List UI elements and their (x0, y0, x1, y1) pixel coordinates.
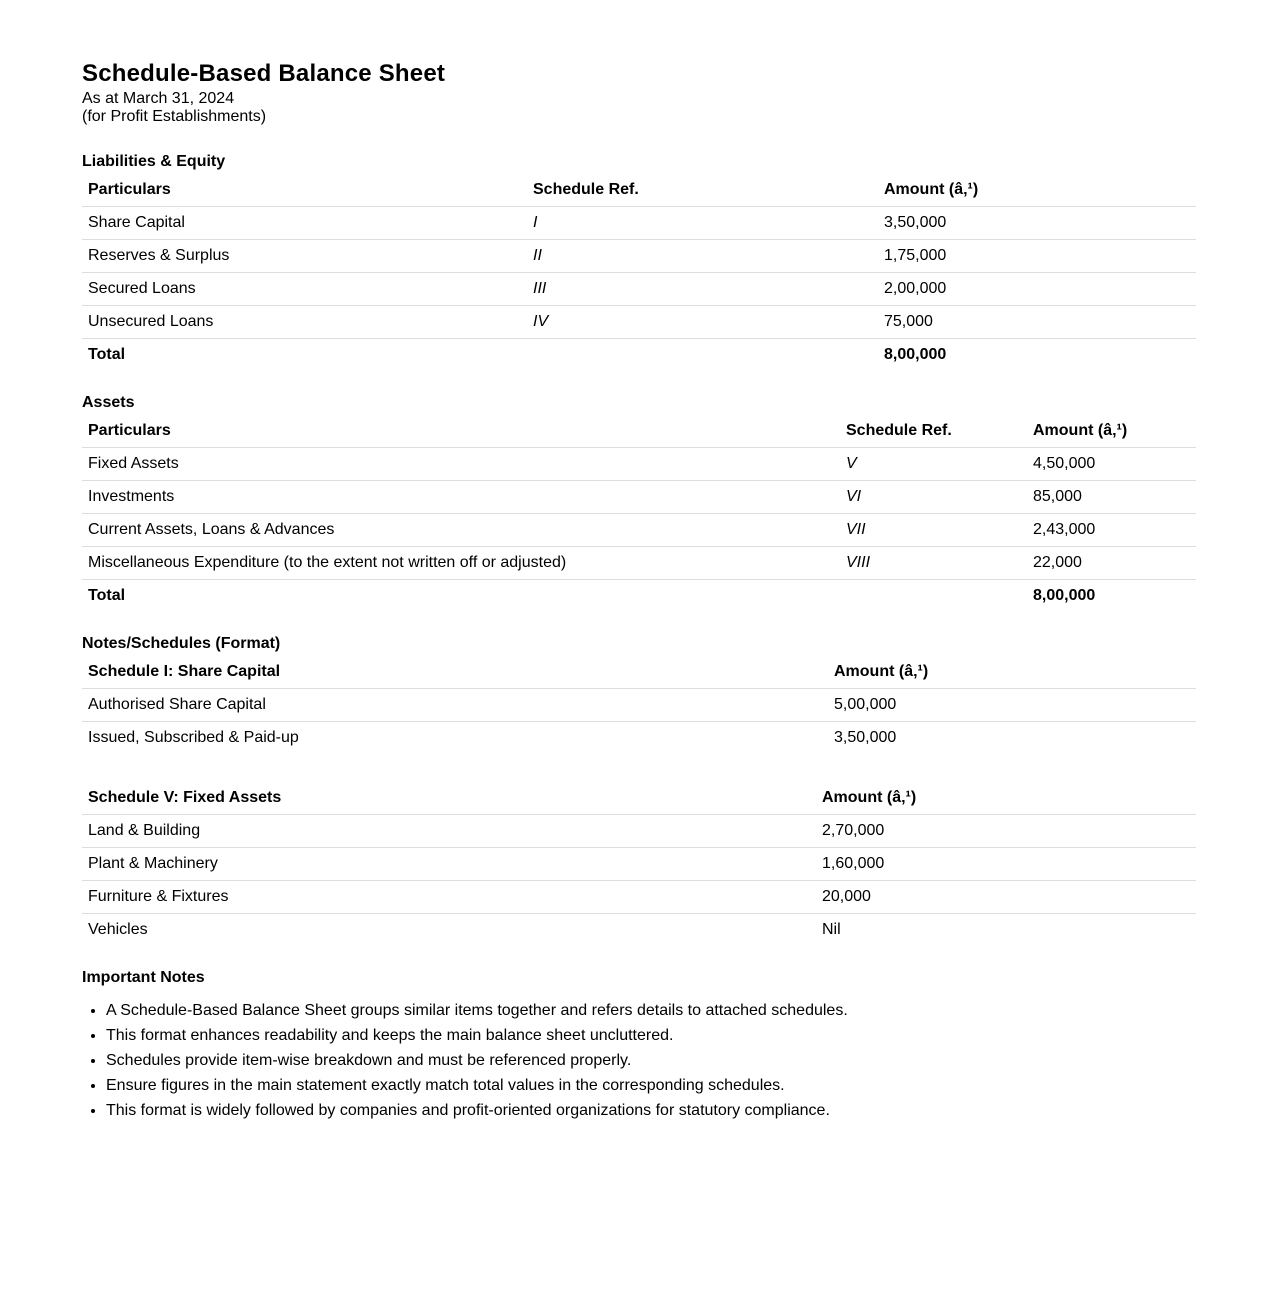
table-row (82, 514, 1196, 547)
assets-heading: Assets (82, 394, 135, 411)
table-row (82, 481, 1196, 514)
amount: 75,000 (878, 306, 1196, 339)
total-amount: 8,00,000 (1033, 587, 1096, 604)
liabilities-heading: Liabilities & Equity (82, 153, 226, 170)
total-label: Total (88, 587, 126, 604)
amount: 1,60,000 (816, 848, 1196, 881)
table-row (82, 848, 1196, 881)
col-amount: Amount (â‚¹) (828, 656, 1196, 689)
amount: 20,000 (816, 881, 1196, 914)
col-schedule-ref: Schedule Ref. (527, 174, 878, 207)
list-item: • This format is widely followed by companies and profit-oriented organizations for statutory compliance. (106, 1098, 1196, 1123)
list-item: • Schedules provide item-wise breakdown and must be referenced properly. (106, 1048, 1196, 1073)
document (82, 58, 1196, 1123)
page-title: Schedule-Based Balance Sheet (82, 60, 446, 87)
schedule-ref: VIII (840, 547, 1027, 580)
total-amount: 8,00,000 (884, 346, 947, 363)
schedule-ref: III (527, 273, 878, 306)
particular: Share Capital (82, 207, 527, 240)
table-row (82, 722, 1196, 755)
particular: Reserves & Surplus (82, 240, 527, 273)
col-particulars: Particulars (82, 174, 527, 207)
amount: 85,000 (1027, 481, 1196, 514)
schedule-ref: VI (840, 481, 1027, 514)
table-row (82, 240, 1196, 273)
table-row (82, 448, 1196, 481)
amount: 3,50,000 (834, 729, 897, 746)
col-amount: Amount (â‚¹) (878, 174, 1196, 207)
schedule-1-table (82, 656, 1196, 754)
schedule-5-title: Schedule V: Fixed Assets (82, 782, 816, 815)
particular: Secured Loans (82, 273, 527, 306)
amount: 4,50,000 (1027, 448, 1196, 481)
item: Land & Building (82, 815, 816, 848)
amount: 2,70,000 (816, 815, 1196, 848)
schedule-1-title: Schedule I: Share Capital (82, 656, 828, 689)
table-row (82, 815, 1196, 848)
assets-table (82, 415, 1196, 612)
amount: Nil (822, 921, 841, 938)
important-notes-list (82, 998, 1196, 1123)
total-label: Total (88, 346, 126, 363)
table-row (82, 207, 1196, 240)
schedule-ref: VII (840, 514, 1027, 547)
amount: 2,00,000 (878, 273, 1196, 306)
schedule-ref: IV (527, 306, 878, 339)
table-row (82, 306, 1196, 339)
table-row (82, 273, 1196, 306)
col-amount: Amount (â‚¹) (816, 782, 1196, 815)
table-row (82, 881, 1196, 914)
item: Plant & Machinery (82, 848, 816, 881)
list-item: • Ensure figures in the main statement exactly match total values in the corresponding schedules. (106, 1073, 1196, 1098)
date-line: As at March 31, 2024 (82, 90, 235, 107)
schedule-ref: V (840, 448, 1027, 481)
schedule-ref: I (527, 207, 878, 240)
schedule-ref: II (527, 240, 878, 273)
particular: Fixed Assets (82, 448, 840, 481)
item: Furniture & Fixtures (82, 881, 816, 914)
table-row (82, 547, 1196, 580)
schedule-5-table (82, 782, 1196, 946)
amount: 22,000 (1027, 547, 1196, 580)
col-amount: Amount (â‚¹) (1027, 415, 1196, 448)
entity-line: (for Profit Establishments) (82, 108, 267, 125)
col-particulars: Particulars (82, 415, 840, 448)
total-row (82, 580, 1196, 613)
particular: Current Assets, Loans & Advances (82, 514, 840, 547)
particular: Investments (82, 481, 840, 514)
col-schedule-ref: Schedule Ref. (840, 415, 1027, 448)
particular: Miscellaneous Expenditure (to the extent not written off or adjusted) (82, 547, 840, 580)
amount: 2,43,000 (1027, 514, 1196, 547)
item: Issued, Subscribed & Paid-up (88, 729, 299, 746)
notes-schedules-heading: Notes/Schedules (Format) (82, 635, 281, 652)
list-item: • A Schedule-Based Balance Sheet groups similar items together and refers details to attached schedules. (106, 998, 1196, 1023)
important-notes-heading: Important Notes (82, 969, 205, 986)
list-item: • This format enhances readability and keeps the main balance sheet uncluttered. (106, 1023, 1196, 1048)
amount: 5,00,000 (828, 689, 1196, 722)
total-row (82, 339, 1196, 372)
liabilities-table (82, 174, 1196, 371)
amount: 3,50,000 (878, 207, 1196, 240)
item: Authorised Share Capital (82, 689, 828, 722)
table-row (82, 689, 1196, 722)
table-row (82, 914, 1196, 947)
item: Vehicles (88, 921, 148, 938)
particular: Unsecured Loans (82, 306, 527, 339)
amount: 1,75,000 (878, 240, 1196, 273)
